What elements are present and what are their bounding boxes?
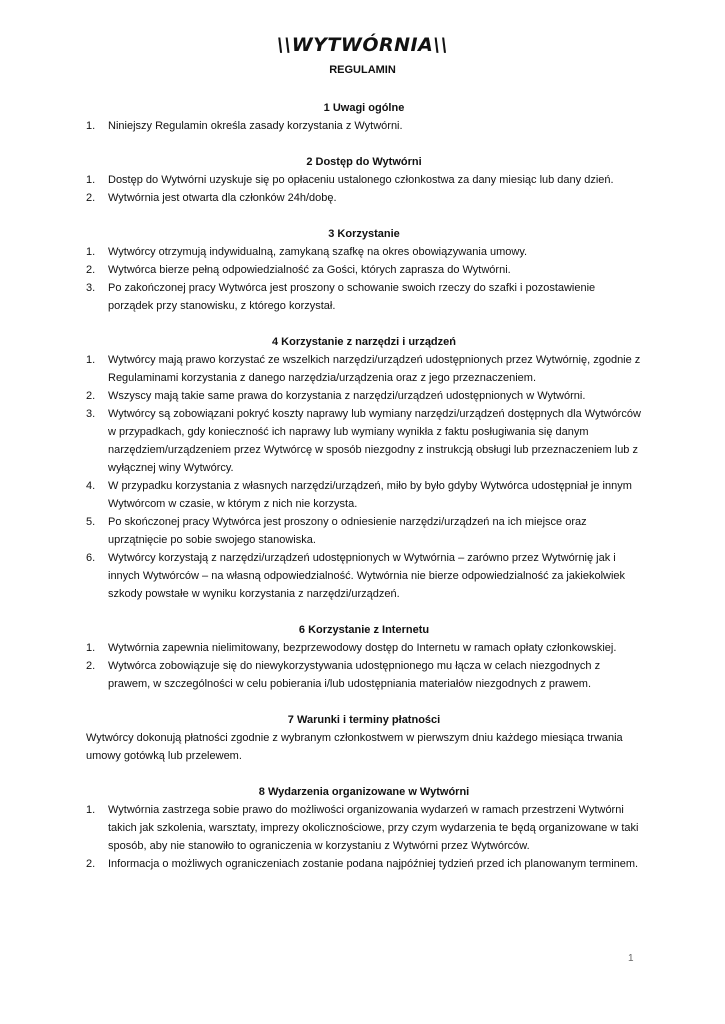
item-text: Wytwórnia zapewnia nielimitowany, bezprzewodowy dostęp do Internetu w ramach opłaty członkowskiej. bbox=[108, 642, 617, 654]
item-number: 2. bbox=[86, 192, 96, 204]
item-text: Wszyscy mają takie same prawa do korzystania z narzędzi/urządzeń udostępnionych w Wytwórni. bbox=[108, 390, 586, 402]
section-heading: 3 Korzystanie bbox=[328, 228, 400, 240]
list-item bbox=[86, 855, 642, 873]
item-text: W przypadku korzystania z własnych narzędzi/urządzeń, miło by było gdyby Wytwórca udostępniał je innym Wytwórcom w czasie, w którym z nich nie korzysta. bbox=[108, 480, 632, 510]
item-number: 2. bbox=[86, 660, 96, 672]
list-item bbox=[86, 117, 642, 135]
list-item bbox=[86, 639, 642, 657]
section-6 bbox=[86, 621, 642, 693]
item-number: 1. bbox=[86, 804, 96, 816]
item-number: 2. bbox=[86, 390, 96, 402]
list-item bbox=[86, 279, 642, 315]
list-item bbox=[86, 657, 642, 693]
item-number: 1. bbox=[86, 120, 96, 132]
section-list bbox=[86, 639, 642, 693]
item-text: Po zakończonej pracy Wytwórca jest proszony o schowanie swoich rzeczy do szafki i pozostawienie porządek przy stanowisku, z którego korzystał. bbox=[108, 282, 596, 312]
item-text: Wytwórcy korzystają z narzędzi/urządzeń udostępnionych w Wytwórnia – zarówno przez Wytwórnię jak i innych Wytwórców – na własną odpowiedzialność. Wytwórnia nie bierze odpowiedzialność za jakiekolwiek szkody powstałe w wyniku korzystania z narzędzi/urządzeń. bbox=[108, 552, 626, 600]
item-text: Niniejszy Regulamin określa zasady korzystania z Wytwórni. bbox=[108, 120, 403, 132]
item-text: Wytwórcy są zobowiązani pokryć koszty naprawy lub wymiany narzędzi/urządzeń dostępnych dla Wytwórców w przypadkach, gdy konieczność ich naprawy lub wymiany wynikła z faktu posługiwania się danym narzędziem/urządzeniem przez Wytwórcę w sposób niezgodny z instrukcją obsługi lub przeznaczeniem lub z wyłącznej winy Wytwórcy. bbox=[108, 408, 641, 474]
wytwornia-logo: \\WYTWÓRNIA\\ bbox=[276, 34, 449, 56]
list-item bbox=[86, 549, 642, 603]
section-1 bbox=[86, 99, 642, 135]
item-text: Informacja o możliwych ograniczeniach zostanie podana najpóźniej tydzień przed ich planowanym terminem. bbox=[108, 858, 639, 870]
item-number: 3. bbox=[86, 282, 96, 294]
list-item bbox=[86, 171, 642, 189]
list-item bbox=[86, 513, 642, 549]
item-text: Wytwórnia jest otwarta dla członków 24h/dobę. bbox=[108, 192, 337, 204]
section-heading: 2 Dostęp do Wytwórni bbox=[306, 156, 422, 168]
section-heading: 6 Korzystanie z Internetu bbox=[298, 624, 430, 636]
section-list bbox=[86, 117, 642, 135]
item-number: 5. bbox=[86, 516, 96, 528]
item-number: 1. bbox=[86, 174, 96, 186]
document-title: REGULAMIN bbox=[329, 64, 396, 76]
page-number: 1 bbox=[628, 953, 634, 964]
section-heading: 1 Uwagi ogólne bbox=[323, 102, 405, 114]
list-item bbox=[86, 387, 642, 405]
list-item bbox=[86, 261, 642, 279]
item-text: Wytwórca bierze pełną odpowiedzialność za Gości, których zaprasza do Wytwórni. bbox=[108, 264, 511, 276]
item-number: 4. bbox=[86, 480, 96, 492]
list-item bbox=[86, 243, 642, 261]
item-number: 2. bbox=[86, 858, 96, 870]
section-heading: 8 Wydarzenia organizowane w Wytwórni bbox=[258, 786, 470, 798]
section-8 bbox=[86, 783, 642, 873]
section-7 bbox=[86, 711, 642, 765]
section-list bbox=[86, 171, 642, 207]
section-3 bbox=[86, 225, 642, 315]
section-list bbox=[86, 351, 642, 603]
list-item bbox=[86, 351, 642, 387]
item-text: Po skończonej pracy Wytwórca jest proszony o odniesienie narzędzi/urządzeń na ich miejsce oraz uprzątnięcie po sobie swojego stanowiska. bbox=[108, 516, 587, 546]
section-heading: 4 Korzystanie z narzędzi i urządzeń bbox=[272, 336, 456, 348]
item-number: 6. bbox=[86, 552, 96, 564]
section-heading: 7 Warunki i terminy płatności bbox=[287, 714, 441, 726]
item-number: 1. bbox=[86, 354, 96, 366]
list-item bbox=[86, 477, 642, 513]
item-text: Wytwórcy mają prawo korzystać ze wszelkich narzędzi/urządzeń udostępnionych przez Wytwórnię, zgodnie z Regulaminami korzystania z danego narzędzia/urządzenia oraz z jego przeznaczeniem. bbox=[108, 354, 641, 384]
item-number: 2. bbox=[86, 264, 96, 276]
item-text: Wytwórnia zastrzega sobie prawo do możliwości organizowania wydarzeń w ramach przestrzeni Wytwórni takich jak szkolenia, warsztaty, imprezy okolicznościowe, przy czym wydarzenia te będą organizowane w taki sposób, aby nie stanowiło to ograniczenia w korzystaniu z Wytwórni przez Wytwórców. bbox=[108, 804, 639, 852]
item-text: Wytwórcy otrzymują indywidualną, zamykaną szafkę na okres obowiązywania umowy. bbox=[108, 246, 528, 258]
section-list bbox=[86, 243, 642, 315]
item-text: Dostęp do Wytwórni uzyskuje się po opłaceniu ustalonego członkostwa za dany miesiąc lub dany dzień. bbox=[108, 174, 614, 186]
item-number: 1. bbox=[86, 642, 96, 654]
item-number: 3. bbox=[86, 408, 96, 420]
item-text: Wytwórca zobowiązuje się do niewykorzystywania udostępnionego mu łącza w celach niezgodnych z prawem, w szczególności w celu pobierania i/lub udostępniania materiałów niezgodnych z prawem. bbox=[108, 660, 601, 690]
section-4 bbox=[86, 333, 642, 603]
section-2 bbox=[86, 153, 642, 207]
list-item bbox=[86, 801, 642, 855]
item-number: 1. bbox=[86, 246, 96, 258]
section-paragraph: Wytwórcy dokonują płatności zgodnie z wybranym członkostwem w pierwszym dniu każdego miesiąca trwania umowy gotówką lub przelewem. bbox=[86, 732, 623, 762]
document-body bbox=[86, 99, 642, 891]
list-item bbox=[86, 405, 642, 477]
list-item bbox=[86, 189, 642, 207]
section-list bbox=[86, 801, 642, 873]
